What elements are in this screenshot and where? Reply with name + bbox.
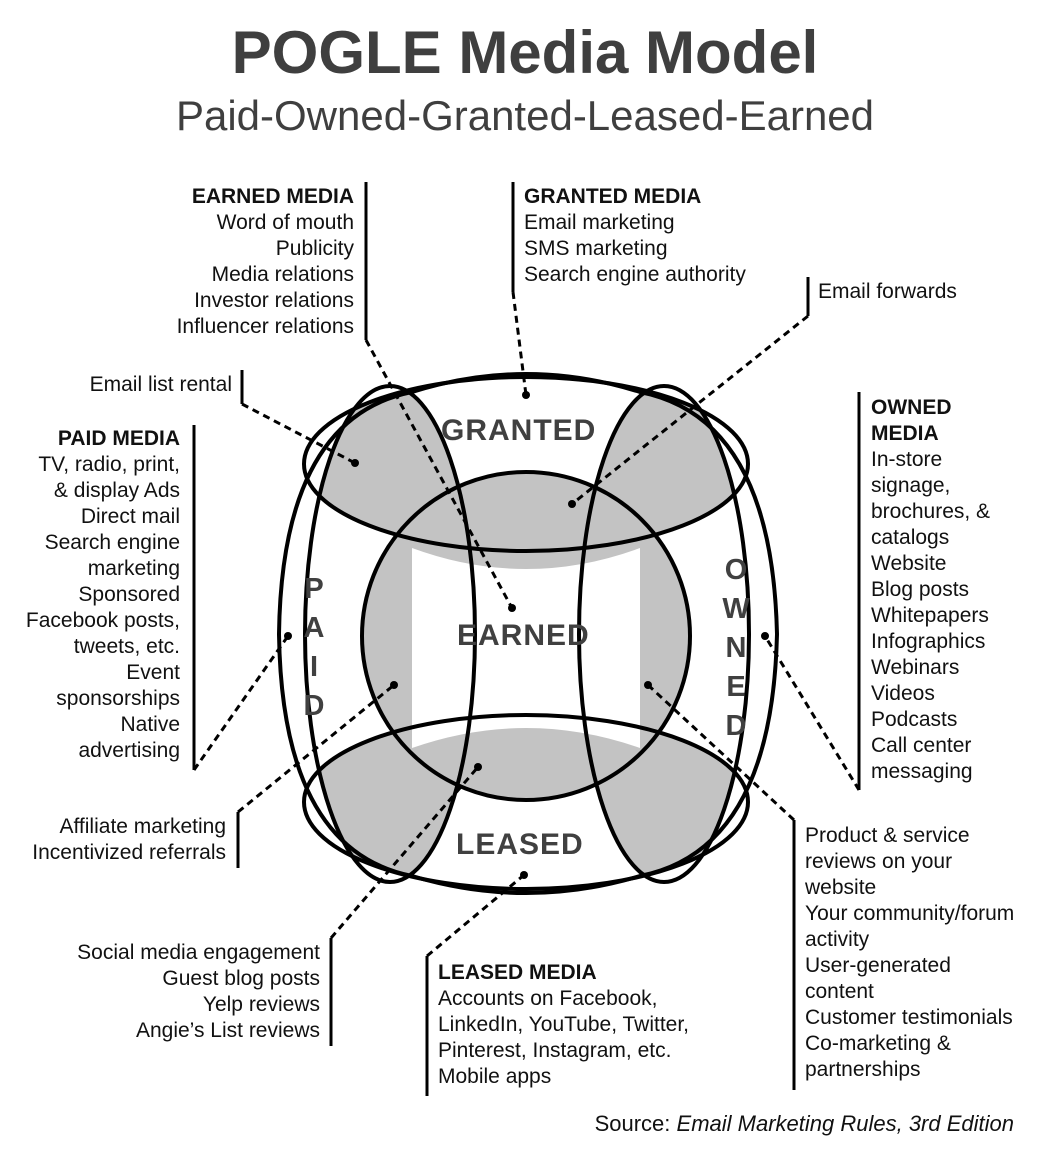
owned-media-item: Website (871, 552, 947, 575)
reviews-item: partnerships (805, 1058, 921, 1081)
leased-media-item: LinkedIn, YouTube, Twitter, (438, 1013, 690, 1036)
email-forwards-block (818, 279, 957, 305)
owned-media-item: Webinars (871, 656, 960, 679)
paid-media-item: Native (120, 713, 180, 736)
owned-media-item: Infographics (871, 630, 986, 653)
affiliate-item: Affiliate marketing (59, 815, 226, 838)
earned-media-item: Investor relations (194, 289, 354, 312)
social-dot (474, 763, 482, 771)
granted-media-item: SMS marketing (524, 237, 668, 260)
paid-media-leader (194, 636, 288, 770)
leased-media-block (438, 960, 689, 1090)
owned-media-item: Whitepapers (871, 604, 989, 627)
source-citation (595, 1111, 1014, 1137)
owned-media-heading: MEDIA (871, 422, 939, 445)
leased-media-item: Pinterest, Instagram, etc. (438, 1039, 672, 1062)
earned-media-block (177, 184, 354, 340)
leased-media-item: Mobile apps (438, 1065, 552, 1088)
paid-media-item: advertising (78, 739, 180, 762)
email-list-rental-label: Email list rental (89, 373, 232, 396)
owned-letter: O (724, 554, 748, 586)
earned-media-dot (508, 604, 516, 612)
affiliate-block (32, 814, 226, 866)
reviews-item: Product & service (805, 824, 970, 847)
leased-media-item: Accounts on Facebook, (438, 987, 658, 1010)
source-work: Email Marketing Rules, 3rd Edition (676, 1111, 1014, 1136)
reviews-item: User-generated (805, 954, 951, 977)
owned-media-item: In-store (871, 448, 943, 471)
owned-letter: E (726, 671, 746, 703)
paid-media-item: & display Ads (53, 479, 180, 502)
paid-media-item: Sponsored (78, 583, 180, 606)
paid-media-item: marketing (87, 557, 180, 580)
email-list-rental-block (90, 372, 232, 398)
paid-letter: A (303, 612, 325, 644)
owned-media-item: Podcasts (871, 708, 958, 731)
reviews-item: Co-marketing & (805, 1032, 951, 1055)
paid-media-item: tweets, etc. (73, 635, 180, 658)
owned-letter: D (725, 710, 747, 742)
owned-media-item: catalogs (871, 526, 950, 549)
granted-media-block (524, 184, 746, 288)
granted-media-item: Search engine authority (524, 263, 746, 286)
reviews-item: website (805, 876, 877, 899)
earned-media-item: Media relations (211, 263, 354, 286)
granted-media-heading: GRANTED MEDIA (524, 185, 702, 208)
diagram-subtitle: Paid-Owned-Granted-Leased-Earned (175, 92, 875, 139)
email-list-rental-dot (351, 459, 359, 467)
earned-media-heading: EARNED MEDIA (191, 185, 354, 208)
affiliate-item: Incentivized referrals (32, 841, 226, 864)
paid-media-item: Facebook posts, (25, 609, 180, 632)
owned-media-item: Call center (871, 734, 972, 757)
owned-media-item: brochures, & (871, 500, 991, 523)
owned-media-item: messaging (871, 760, 973, 783)
earned-media-item: Publicity (275, 237, 354, 260)
social-item: Angie’s List reviews (135, 1019, 320, 1042)
owned-media-block (871, 395, 990, 785)
paid-letter: D (303, 690, 325, 722)
paid-media-item: Search engine (44, 531, 180, 554)
earned-media-item: Influencer relations (176, 315, 354, 338)
paid-media-dot (284, 632, 292, 640)
leased-media-dot (520, 871, 528, 879)
granted-media-leader (513, 292, 526, 395)
region-label-earned: EARNED (457, 619, 590, 652)
owned-media-dot (761, 632, 769, 640)
owned-letter: W (722, 593, 750, 625)
region-label-owned (719, 551, 753, 746)
paid-media-block (26, 426, 180, 764)
paid-media-item: sponsorships (56, 687, 180, 710)
reviews-item: content (805, 980, 874, 1003)
paid-media-item: TV, radio, print, (38, 453, 180, 476)
owned-media-leader (765, 636, 859, 790)
reviews-item: activity (805, 928, 870, 951)
diagram-title: POGLE Media Model (231, 19, 819, 86)
social-item: Yelp reviews (202, 993, 320, 1016)
granted-media-dot (522, 391, 530, 399)
granted-media-item: Email marketing (524, 211, 675, 234)
owned-media-item: signage, (871, 474, 951, 497)
reviews-item: Your community/forum (805, 902, 1015, 925)
owned-media-item: Blog posts (871, 578, 970, 601)
paid-media-item: Direct mail (80, 505, 180, 528)
region-label-paid (297, 570, 331, 726)
affiliate-dot (390, 681, 398, 689)
reviews-dot (644, 681, 652, 689)
earned-media-item: Word of mouth (216, 211, 354, 234)
social-item: Guest blog posts (162, 967, 320, 990)
reviews-item: Customer testimonials (805, 1006, 1013, 1029)
leased-media-heading: LEASED MEDIA (438, 961, 597, 984)
paid-letter: P (304, 573, 324, 605)
owned-letter: N (725, 632, 747, 664)
region-label-leased: LEASED (456, 828, 584, 861)
reviews-block (805, 823, 1014, 1083)
region-label-granted: GRANTED (441, 414, 597, 447)
source-prefix: Source: (594, 1111, 677, 1136)
paid-media-heading: PAID MEDIA (57, 427, 180, 450)
reviews-item: reviews on your (805, 850, 953, 873)
email-forwards-label: Email forwards (818, 280, 957, 303)
owned-media-heading: OWNED (871, 396, 952, 419)
social-item: Social media engagement (77, 941, 320, 964)
paid-letter: I (309, 651, 319, 683)
paid-media-item: Event (126, 661, 180, 684)
email-forwards-dot (568, 500, 576, 508)
owned-media-item: Videos (871, 682, 935, 705)
social-block (77, 940, 320, 1044)
